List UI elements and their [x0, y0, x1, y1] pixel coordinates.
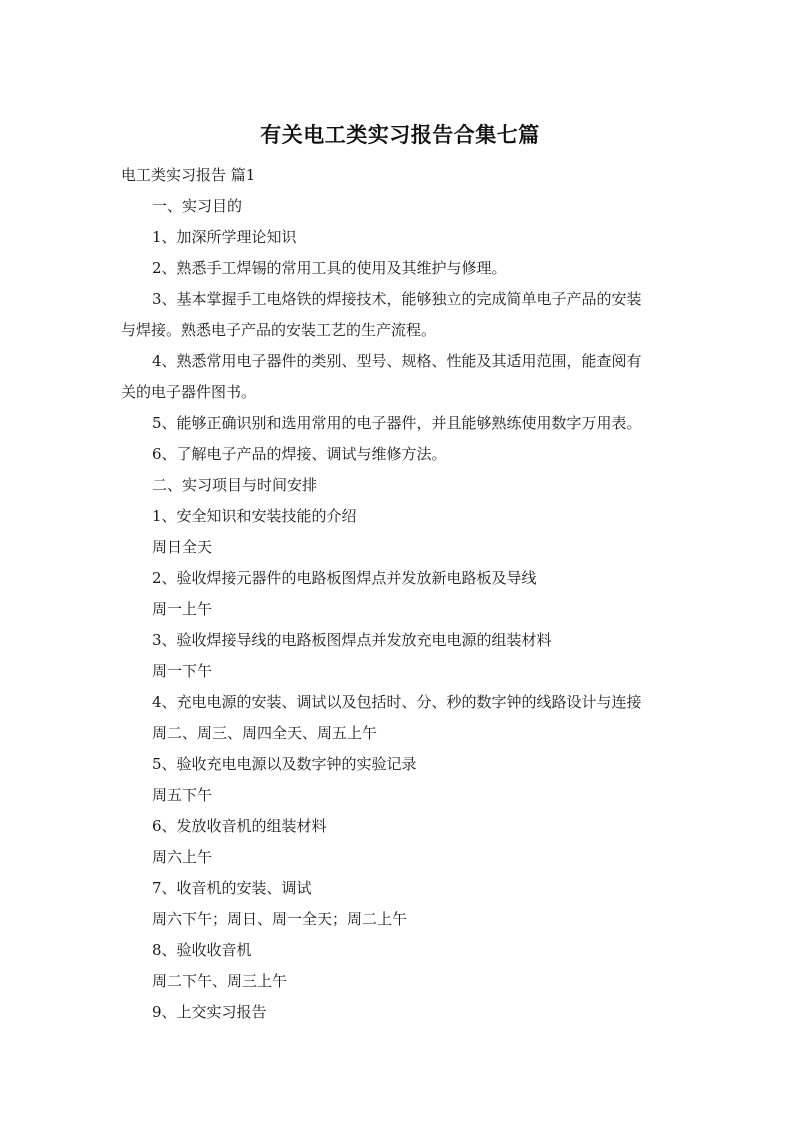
paragraph-line: 2、验收焊接元器件的电路板图焊点并发放新电路板及导线: [152, 569, 537, 587]
paragraph-line: 4、充电电源的安装、调试以及包括时、分、秒的数字钟的线路设计与连接: [152, 693, 642, 711]
paragraph-line: 7、收音机的安装、调试: [152, 879, 312, 897]
paragraph-line: 二、实习项目与时间安排: [152, 476, 318, 494]
paragraph-line: 周二、周三、周四全天、周五上午: [152, 724, 378, 742]
paragraph-line: 5、验收充电电源以及数字钟的实验记录: [152, 755, 417, 773]
section-heading: 电工类实习报告 篇1: [121, 166, 256, 184]
paragraph-line: 1、安全知识和安装技能的介绍: [152, 507, 357, 525]
document-body: [121, 160, 681, 1028]
paragraph-line: 关的电子器件图书。: [121, 383, 257, 401]
paragraph-line: 3、验收焊接导线的电路板图焊点并发放充电电源的组装材料: [152, 631, 552, 649]
paragraph-line: 周日全天: [152, 538, 213, 556]
paragraph-line: 周一上午: [152, 600, 213, 618]
paragraph-line: 周六下午；周日、周一全天；周二上午: [152, 910, 408, 928]
paragraph-line: 3、基本掌握手工电烙铁的焊接技术，能够独立的完成简单电子产品的安装: [152, 290, 642, 308]
paragraph-line: 6、发放收音机的组装材料: [152, 817, 327, 835]
document-title: 有关电工类实习报告合集七篇: [260, 123, 540, 147]
paragraph-line: 周一下午: [152, 662, 213, 680]
paragraph-line: 1、加深所学理论知识: [152, 228, 297, 246]
paragraph-line: 2、熟悉手工焊锡的常用工具的使用及其维护与修理。: [152, 259, 507, 277]
paragraph-line: 与焊接。熟悉电子产品的安装工艺的生产流程。: [121, 321, 437, 339]
paragraph-line: 周五下午: [152, 786, 213, 804]
paragraph-line: 8、验收收音机: [152, 941, 252, 959]
paragraph-line: 6、了解电子产品的焊接、调试与维修方法。: [152, 445, 447, 463]
paragraph-line: 4、熟悉常用电子器件的类别、型号、规格、性能及其适用范围，能查阅有: [152, 352, 642, 370]
paragraph-line: 周六上午: [152, 848, 213, 866]
paragraph-line: 一、实习目的: [152, 197, 243, 215]
paragraph-line: 9、上交实习报告: [152, 1003, 267, 1021]
paragraph-line: 5、能够正确识别和选用常用的电子器件，并且能够熟练使用数字万用表。: [152, 414, 642, 432]
paragraph-line: 周二下午、周三上午: [152, 972, 288, 990]
